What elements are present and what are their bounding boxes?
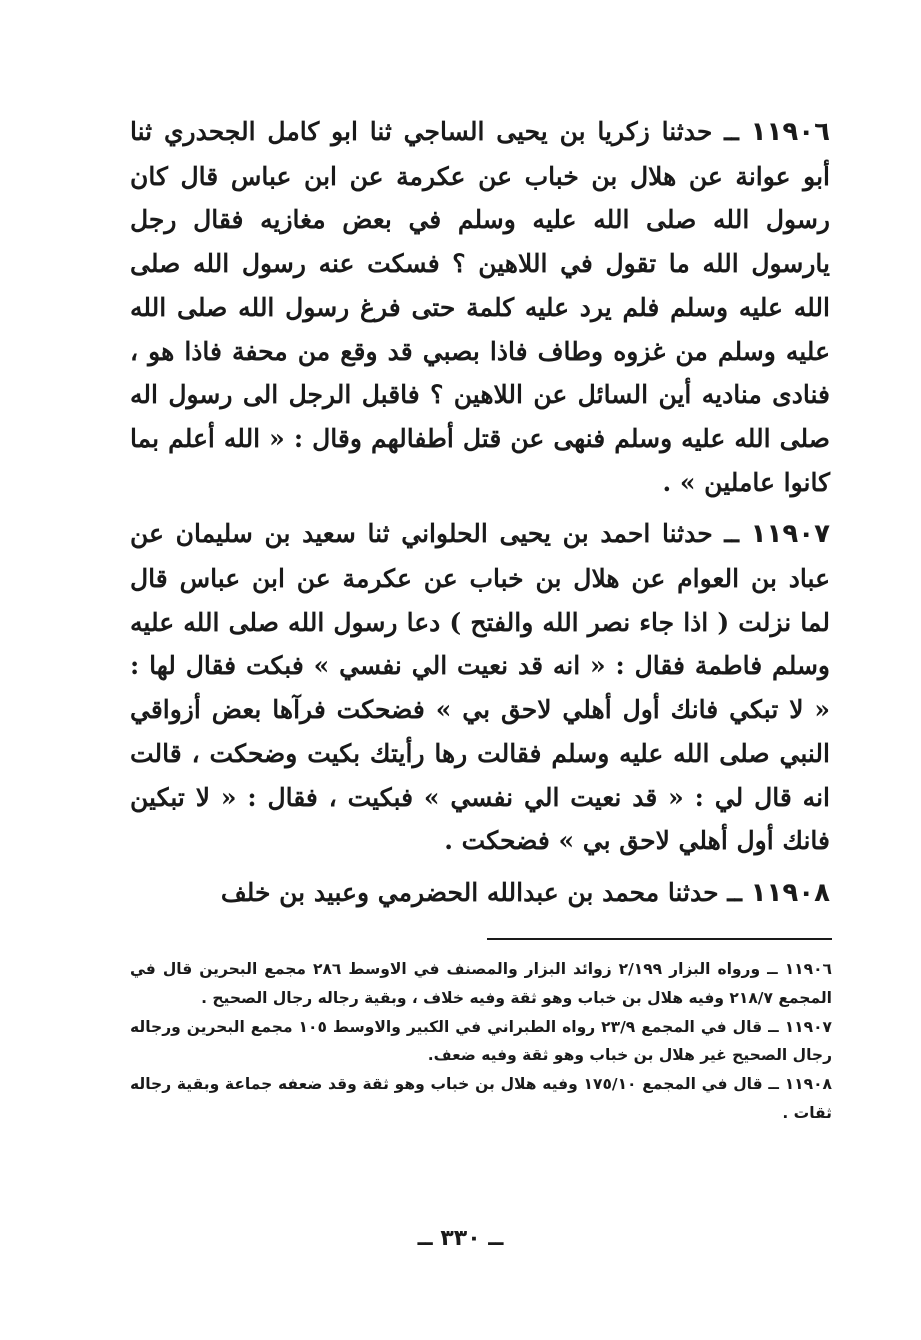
footnotes bbox=[130, 955, 832, 1128]
hadith-text: ــ حدثنا محمد بن عبدالله الحضرمي وعبيد بن خلف bbox=[220, 877, 742, 907]
hadith-11906 bbox=[130, 110, 830, 504]
hadith-number: ١١٩٠٧ bbox=[750, 519, 830, 550]
footnote-11906: ١١٩٠٦ ــ ورواه البزار ٢/١٩٩ زوائد البزار والمصنف في الاوسط ٢٨٦ مجمع البحرين قال في المجمع ٢١٨/٧ وفيه هلال بن خباب وهو ثقة وفيه خلاف ، وبقية رجاله رجال الصحيح . bbox=[130, 960, 832, 1007]
hadith-text: ــ حدثنا زكريا بن يحيى الساجي ثنا ابو كامل الجحدري ثنا أبو عوانة عن هلال بن خباب عن عكرمة عن ابن عباس قال كان رسول الله صلى الله عليه وسلم في بعض مغازيه فقال رجل يارسول الله ما تقول في اللاهين ؟ فسكت عنه رسول الله صلى الله عليه وسلم فلم يرد عليه كلمة حتى فرغ رسول الله صلى الله عليه وسلم من غزوه وطاف فاذا بصبي قد وقع من محفة فاذا هو ، فنادى مناديه أين السائل عن اللاهين ؟ فاقبل الرجل الى رسول اله صلى الله عليه وسلم فنهى عن قتل أطفالهم وقال : « الله أعلم بما كانوا عاملين » . bbox=[130, 117, 830, 497]
footnote-11907: ١١٩٠٧ ــ قال في المجمع ٢٣/٩ رواه الطبراني في الكبير والاوسط ١٠٥ مجمع البحرين ورجاله رجال الصحيح غير هلال بن خباب وهو ثقة وفيه ضعف. bbox=[130, 1017, 832, 1065]
hadith-text: ــ حدثنا احمد بن يحيى الحلواني ثنا سعيد بن سليمان عن عباد بن العوام عن هلال بن خباب عن عكرمة عن ابن عباس قال لما نزلت ( اذا جاء نصر الله والفتح ) دعا رسول الله صلى الله عليه وسلم فاطمة فقال : « انه قد نعيت الي نفسي » فبكت فقال لها : « لا تبكي فانك أول أهلي لاحق بي » فضحكت فرآها بعض أزواقي النبي صلى الله عليه وسلم فقالت رها رأيتك بكيت وضحكت ، قالت انه قال لي : « قد نعيت الي نفسي » فبكيت ، فقال : « لا تبكين فانك أول أهلي لاحق بي » فضحكت . bbox=[130, 519, 830, 856]
footnote-separator bbox=[487, 938, 832, 940]
hadith-number: ١١٩٠٨ bbox=[750, 877, 830, 908]
footnote-11908: ١١٩٠٨ ــ قال في المجمع ١٧٥/١٠ وفيه هلال بن خباب وهو ثقة وقد ضعفه جماعة وبقية رجاله ثقات . bbox=[130, 1075, 832, 1122]
hadith-11908 bbox=[130, 871, 830, 916]
page-number: ــ ٣٣٠ ــ bbox=[417, 1226, 504, 1251]
hadith-number: ١١٩٠٦ bbox=[750, 117, 830, 147]
hadith-body bbox=[130, 110, 830, 916]
hadith-11907 bbox=[130, 512, 830, 863]
